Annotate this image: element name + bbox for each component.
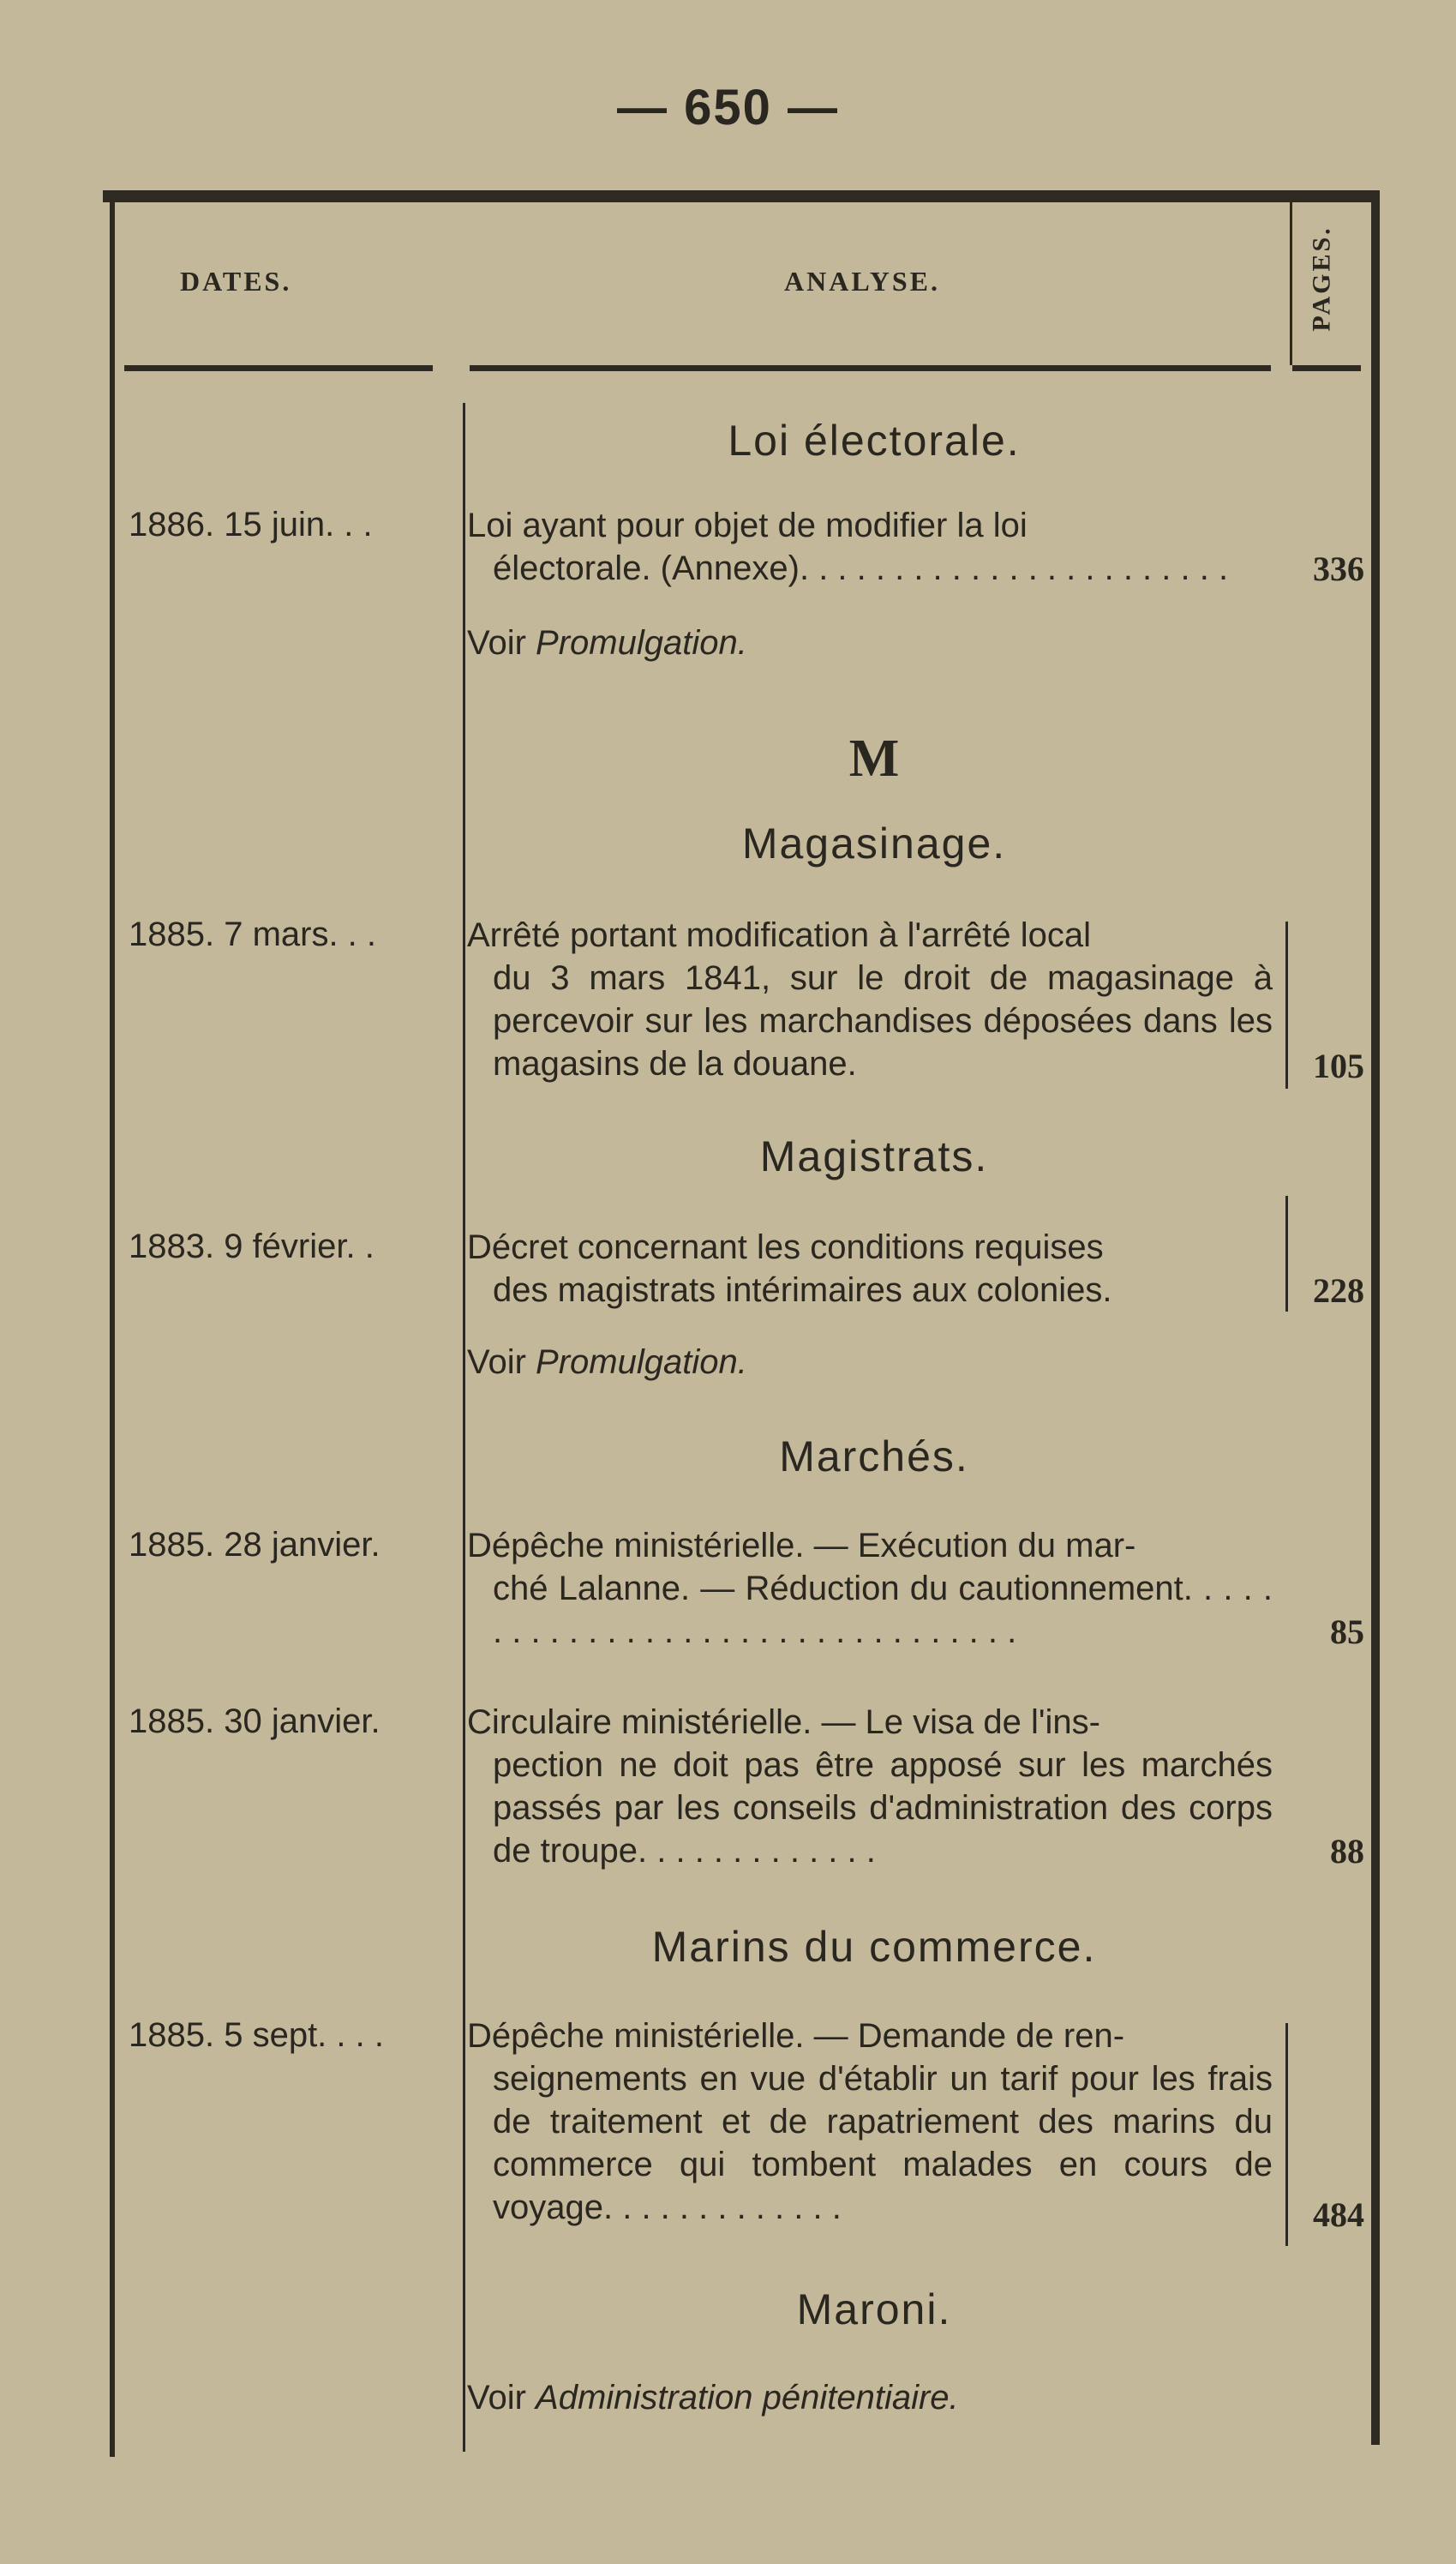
page-number: — 650 — — [617, 80, 839, 135]
section-title: Marchés. — [779, 1432, 969, 1480]
section-title: Marins du commerce. — [651, 1923, 1097, 1971]
see-also-reference: Voir Promulgation. — [467, 624, 747, 662]
outer-left-border — [110, 202, 115, 2457]
entry-text: Dépêche ministérielle. — Demande de ren- seignements en vue d'établir un tarif pour les frais de traitement et de rapatriement des marins du commerce qui tombent malades en cours de voyage. . . . . . . . . . . . . — [467, 2017, 1273, 2226]
section-title: Magistrats. — [759, 1132, 989, 1180]
see-also-reference: Voir Administration pénitentiaire. — [467, 2379, 959, 2417]
page-reference: 85 — [1330, 1612, 1364, 1651]
analyse-header-rule — [470, 365, 1271, 371]
entry-bracket — [1285, 1196, 1288, 1312]
dates-header-rule — [124, 365, 433, 371]
entry-date: 1885. 28 janvier. — [129, 1526, 380, 1564]
entry-date: 1885. 5 sept. . . . — [129, 2016, 384, 2054]
page-reference: 228 — [1313, 1271, 1364, 1310]
entry-date: 1886. 15 juin. . . — [129, 506, 373, 543]
pages-header-rule — [1292, 365, 1361, 371]
section-letter: M — [848, 730, 900, 788]
entry-date: 1885. 30 janvier. — [129, 1702, 380, 1740]
page-reference: 336 — [1313, 549, 1364, 588]
dates-header: DATES. — [180, 266, 292, 297]
page-reference: 484 — [1313, 2195, 1364, 2234]
entry-text: Dépêche ministérielle. — Exécution du mar- ché Lalanne. — Réduction du cautionnement. . . . . . . . . . . . . . . . . . . . . . . . . . . . . . . . . — [467, 1527, 1273, 1650]
dates-column-divider — [463, 403, 465, 2452]
entry-date: 1883. 9 février. . — [129, 1228, 374, 1265]
page-reference: 105 — [1313, 1047, 1364, 1085]
entry-text: Décret concernant les conditions requises des magistrats intérimaires aux colonies. — [467, 1228, 1112, 1309]
entry-bracket — [1285, 922, 1288, 1089]
entry-text: Loi ayant pour objet de modifier la loi électorale. (Annexe). . . . . . . . . . . . . . . . . . . . . . . — [467, 507, 1229, 587]
entry-text: Circulaire ministérielle. — Le visa de l'ins- pection ne doit pas être apposé sur les marchés passés par les conseils d'administration des corps de troupe. . . . . . . . . . . . . — [467, 1703, 1273, 1870]
section-title: Maroni. — [796, 2285, 952, 2333]
outer-right-border — [1371, 199, 1380, 2445]
top-rule — [103, 190, 1380, 202]
see-also-reference: Voir Promulgation. — [467, 1343, 747, 1381]
page-reference: 88 — [1330, 1832, 1364, 1870]
entry-text: Arrêté portant modification à l'arrêté local du 3 mars 1841, sur le droit de magasinage à percevoir sur les marchandises déposées dans les magasins de la douane. — [467, 916, 1273, 1083]
pages-header: PAGES. — [1308, 225, 1337, 332]
section-title: Loi électorale. — [728, 417, 1021, 465]
entry-bracket — [1285, 2023, 1288, 2246]
entry-date: 1885. 7 mars. . . — [129, 916, 377, 953]
section-title: Magasinage. — [741, 820, 1007, 868]
analyse-header: ANALYSE. — [784, 266, 940, 297]
